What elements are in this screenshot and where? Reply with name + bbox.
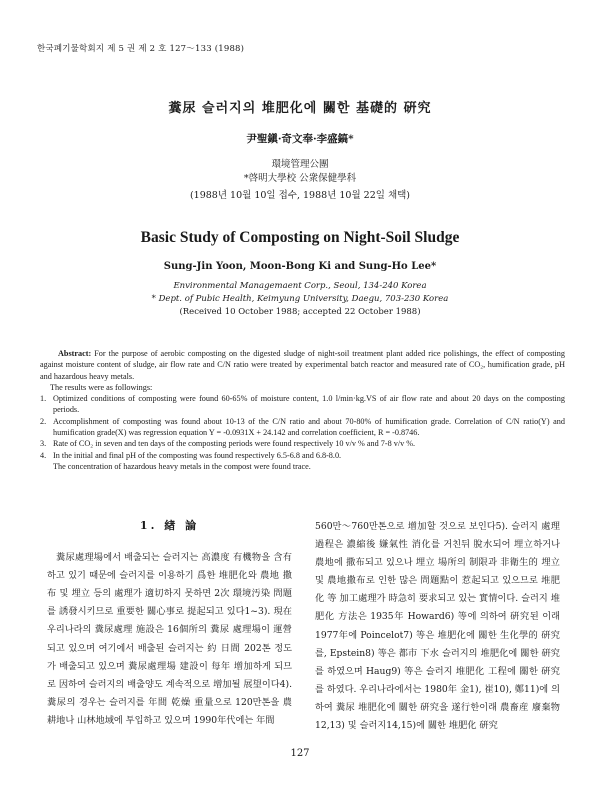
journal-header: 한국폐기물학회지 제 5 권 제 2 호 127～133 (1988) [37, 44, 245, 54]
body-column-left [47, 515, 292, 730]
korean-affiliation-2: *啓明大學校 公衆保健學科 [243, 173, 357, 184]
body-paragraph-left: 糞尿處理場에서 배출되는 슬러지는 高濃度 有機物을 含有하고 있기 때문에 슬러지를 이용하기 爲한 堆肥化와 農地 撒布 및 埋立 등의 處理가 適切하지 못하면 2次 環境汚染 問題를 誘發시키므로 重要한 關心事로 提起되고 있다1~3). 現在 우리나라의 糞尿處理 施設은 16個所의 糞尿 處理場이 運營되고 있으며 여기에서 배출된 슬러지는 約 日間 202톤 정도가 배출되고 있으며 糞尿處理場 建設이 每年 增加하게 되므로 因하여 슬러지의 배출양도 계속적으로 增加될 展望이다4). 糞尿의 경우는 슬러지를 年間 乾燥 重量으로 120만톤을 農耕地나 山林地域에 투입하고 있으며 1990年代에는 年間 [47, 552, 292, 726]
abstract-tail: The concentration of hazardous heavy metals in the compost were found trace. [53, 461, 311, 471]
abstract [40, 348, 565, 472]
korean-authors: 尹聖鎭·奇文奉·李盛鎬* [246, 133, 354, 145]
body-paragraph-right: 560만～760만톤으로 增加할 것으로 보인다5). 슬러지 處理 過程은 濃縮後 嫌氣性 消化를 거친뒤 脫水되어 埋立하거나 農地에 撒布되고 있으나 埋立 場所의 制限과 非衛生的 埋立 및 農地撒布로 인한 많은 問題點이 惹起되고 있으므로 堆肥化 等 加工處理가 時急히 要求되고 있는 實情이다. 슬러지 堆肥化 方法은 1935年 Howard6) 等에 의하여 硏究된 이래 1977年에 Poincelot7) 等은 堆肥化에 關한 生化學的 硏究를, Epstein8) 等은 都市 下水 슬러지의 堆肥化에 關한 硏究를 하였으며 Haug9) 等은 슬러지 堆肥化 工程에 關한 硏究를 하였다. 우리나라에서는 1980年 金1), 崔10), 鄭11)에 의하여 糞尿 堆肥化에 關한 硏究을 遂行한이래 農畜産 廢棄物12,13) 및 슬러지14,15)에 關한 堆肥化 硏究 [315, 521, 560, 732]
abstract-result-item: 4. In the initial and final pH of the composting was found respectively 6.5-6.8 and 6.8-8.0. [40, 450, 342, 460]
abstract-label: Abstract: [58, 349, 92, 358]
abstract-results-intro: The results were as followings: [50, 382, 153, 392]
korean-title: 糞尿 슬러지의 堆肥化에 關한 基礎的 硏究 [168, 101, 432, 116]
abstract-text: For the purpose of aerobic composting on the digested sludge of night-soil treatment plant added rice polishings, the effect of composting against moisture content of sludge, air flow rate and C/N ratio were treated by experimental batch reactor and measured rate of CO₂, humification grade, pH and hazardous heavy metals. [40, 349, 565, 381]
english-affiliation-2: * Dept. of Pubic Health, Keimyung University, Daegu, 703-230 Korea [151, 294, 449, 304]
korean-affiliation-1: 環境管理公團 [271, 159, 329, 170]
abstract-results-list [40, 393, 565, 461]
body-column-right [315, 518, 560, 735]
page-number: 127 [290, 748, 310, 759]
abstract-result-item: 1. Optimized conditions of composting were found 60-65% of moisture content, 1.0 l/min·kg.VS of air flow rate and about 20 days on the composting periods. [40, 394, 565, 415]
abstract-lead [40, 348, 565, 382]
english-received-date: (Received 10 October 1988; accepted 22 October 1988) [179, 307, 421, 317]
section-heading-introduction: 1. 緖 論 [139, 519, 200, 532]
english-authors: Sung-Jin Yoon, Moon-Bong Ki and Sung-Ho Lee* [163, 261, 437, 272]
english-title: Basic Study of Composting on Night-Soil Sludge [140, 229, 460, 246]
english-affiliation-1: Environmental Managemaent Corp., Seoul, 134-240 Korea [173, 281, 427, 291]
abstract-result-item: 3. Rate of CO₂ in seven and ten days of the composting periods were found respectively 10 v/v % and 7-8 v/v %. [40, 439, 416, 449]
abstract-result-item: 2. Accomplishment of composting was found about 10-13 of the C/N ratio and about 70-80% of humification grade. Correlation of C/N ratio(Y) and humification grade(X) was regression equation Y = -0.0931X + 24.142 and correlation coefficient, R = -0.8746. [40, 416, 565, 438]
korean-received-date: (1988년 10월 10일 접수, 1988년 10월 22일 채택) [189, 190, 411, 201]
